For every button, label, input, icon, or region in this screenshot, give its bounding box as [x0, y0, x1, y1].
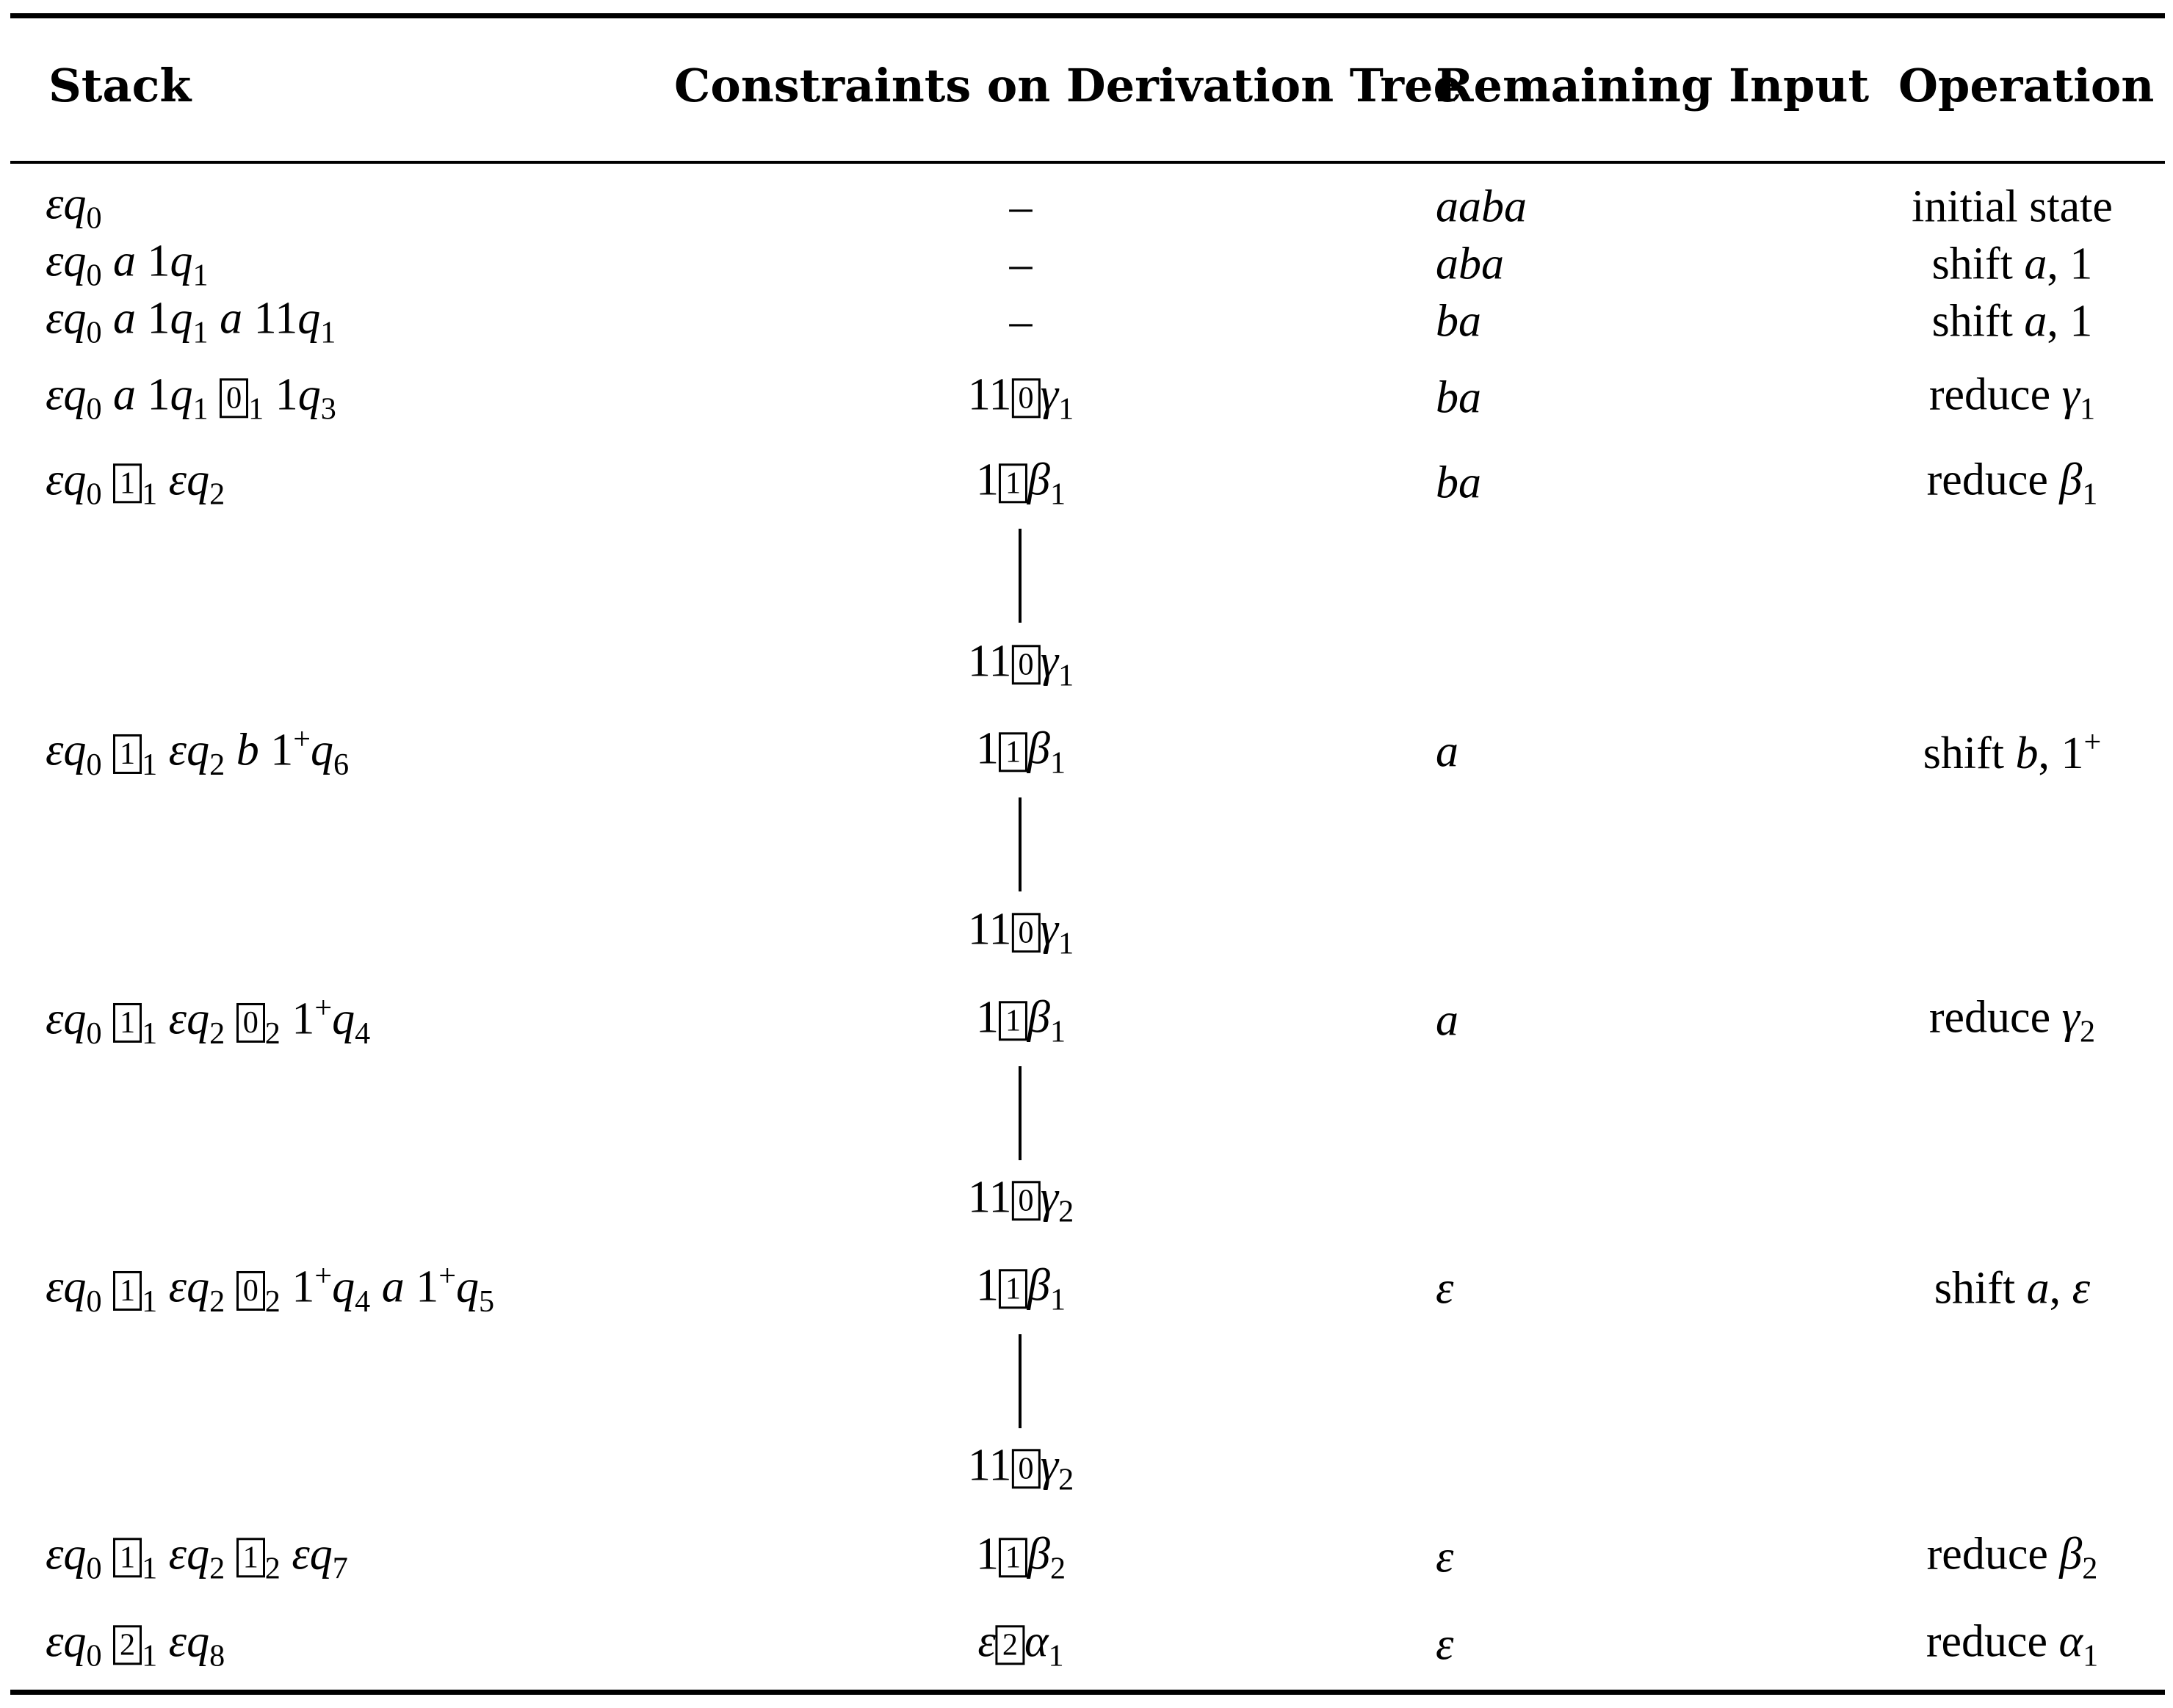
stack-cell: $\varepsilon q_0$ 1 $_1$ $\varepsilon q_2$ 0 $_2$ $1^+q_4$ [46, 990, 371, 1052]
node-box: 1 [999, 463, 1027, 503]
stack-cell: $\varepsilon q_0$ 1 $_1$ $\varepsilon q_2$ b $1^+q_6$ [46, 721, 350, 783]
node-box: 2 [113, 1625, 142, 1665]
constraints-cell: 1 1 $\beta_1$ [975, 992, 1066, 1049]
constraints-cell: – [1009, 239, 1033, 289]
remaining-input-cell: ε [1436, 1619, 1454, 1670]
node-box: 1 [113, 1003, 142, 1043]
node-box: 1 [113, 463, 142, 503]
constraints-cell: 1 1 $\beta_1$ [975, 1260, 1066, 1317]
node-box: 0 [236, 1271, 265, 1311]
operation-cell: shift b, 1+ [1923, 725, 2102, 778]
tree-edge [1019, 797, 1022, 891]
tree-edge [1019, 1334, 1022, 1428]
operation-cell: reduce $\gamma_1$ [1928, 369, 2096, 427]
constraints-cell: 1 1 $\beta_1$ [975, 455, 1066, 512]
remaining-input-cell: aaba [1436, 181, 1527, 232]
node-box: 1 [999, 732, 1027, 772]
remaining-input-cell: ba [1436, 372, 1481, 423]
node-box: 0 [1012, 378, 1041, 418]
constraints-cell: ε 2 $\alpha_1$ [977, 1616, 1064, 1673]
operation-cell: initial state [1912, 181, 2113, 232]
operation-cell: reduce $\gamma_2$ [1928, 992, 2096, 1049]
node-box: 1 [999, 1269, 1027, 1309]
stack-cell: $\varepsilon q_0$ 2 $_1$ $\varepsilon q_8$ [46, 1616, 225, 1673]
node-box: 0 [1012, 1449, 1041, 1488]
table-bottom-rule [10, 1690, 2165, 1695]
remaining-input-cell: aba [1436, 239, 1504, 289]
tree-edge [1019, 1066, 1022, 1160]
constraints-child: 11 0 $\gamma_1$ [967, 904, 1074, 961]
node-box: 1 [113, 1271, 142, 1311]
remaining-input-cell: ba [1436, 296, 1481, 347]
stack-cell: $\varepsilon q_0$ a $1q_1$ a $11q_1$ [46, 293, 336, 350]
constraints-cell: – [1009, 296, 1033, 347]
constraints-cell: – [1009, 181, 1033, 232]
stack-cell: $\varepsilon q_0$ [46, 178, 102, 236]
remaining-input-cell: a [1436, 995, 1458, 1046]
node-box: 0 [1012, 645, 1041, 684]
table-header-rule [10, 161, 2165, 164]
stack-cell: $\varepsilon q_0$ 1 $_1$ $\varepsilon q_2$ [46, 455, 225, 512]
constraints-child: 11 0 $\gamma_2$ [967, 1440, 1074, 1497]
node-box: 1 [999, 1001, 1027, 1041]
stack-cell: $\varepsilon q_0$ 1 $_1$ $\varepsilon q_2$ 0 $_2$ $1^+q_4$ a $1^+q_5$ [46, 1258, 495, 1320]
header-stack: Stack [48, 59, 192, 112]
tree-edge [1019, 529, 1022, 623]
node-box: 1 [999, 1538, 1027, 1577]
remaining-input-cell: a [1436, 726, 1458, 777]
header-remaining-input: Remaining Input [1436, 59, 1870, 112]
constraints-cell: 1 1 $\beta_2$ [975, 1529, 1066, 1586]
node-box: 1 [236, 1538, 265, 1577]
node-box: 1 [113, 734, 142, 774]
remaining-input-cell: ε [1436, 1532, 1454, 1582]
operation-cell: shift a, ε [1934, 1263, 2091, 1314]
node-box: 0 [1012, 1181, 1041, 1220]
table-top-rule [10, 13, 2165, 18]
stack-cell: $\varepsilon q_0$ a $1q_1$ [46, 236, 209, 293]
constraints-cell: 11 0 $\gamma_1$ [967, 369, 1074, 427]
operation-cell: reduce $\beta_1$ [1926, 455, 2098, 512]
remaining-input-cell: ba [1436, 457, 1481, 508]
operation-cell: shift a, 1 [1931, 296, 2093, 347]
constraints-child: 11 0 $\gamma_1$ [967, 636, 1074, 693]
header-operation: Operation [1898, 59, 2155, 112]
node-box: 0 [220, 378, 248, 418]
remaining-input-cell: ε [1436, 1263, 1454, 1314]
node-box: 0 [1012, 913, 1041, 952]
constraints-child: 11 0 $\gamma_2$ [967, 1172, 1074, 1229]
node-box: 1 [113, 1538, 142, 1577]
node-box: 2 [996, 1625, 1024, 1665]
stack-cell: $\varepsilon q_0$ a $1q_1$ 0 $_1$ $1q_3$ [46, 369, 336, 427]
constraints-cell: 1 1 $\beta_1$ [975, 723, 1066, 781]
node-box: 0 [236, 1003, 265, 1043]
stack-cell: $\varepsilon q_0$ 1 $_1$ $\varepsilon q_2$ 1 $_2$ $\varepsilon q_7$ [46, 1529, 348, 1586]
operation-cell: shift a, 1 [1931, 239, 2093, 289]
operation-cell: reduce $\beta_2$ [1926, 1529, 2098, 1586]
header-constraints: Constraints on Derivation Tree [674, 59, 1462, 112]
operation-cell: reduce $\alpha_1$ [1926, 1616, 2099, 1673]
